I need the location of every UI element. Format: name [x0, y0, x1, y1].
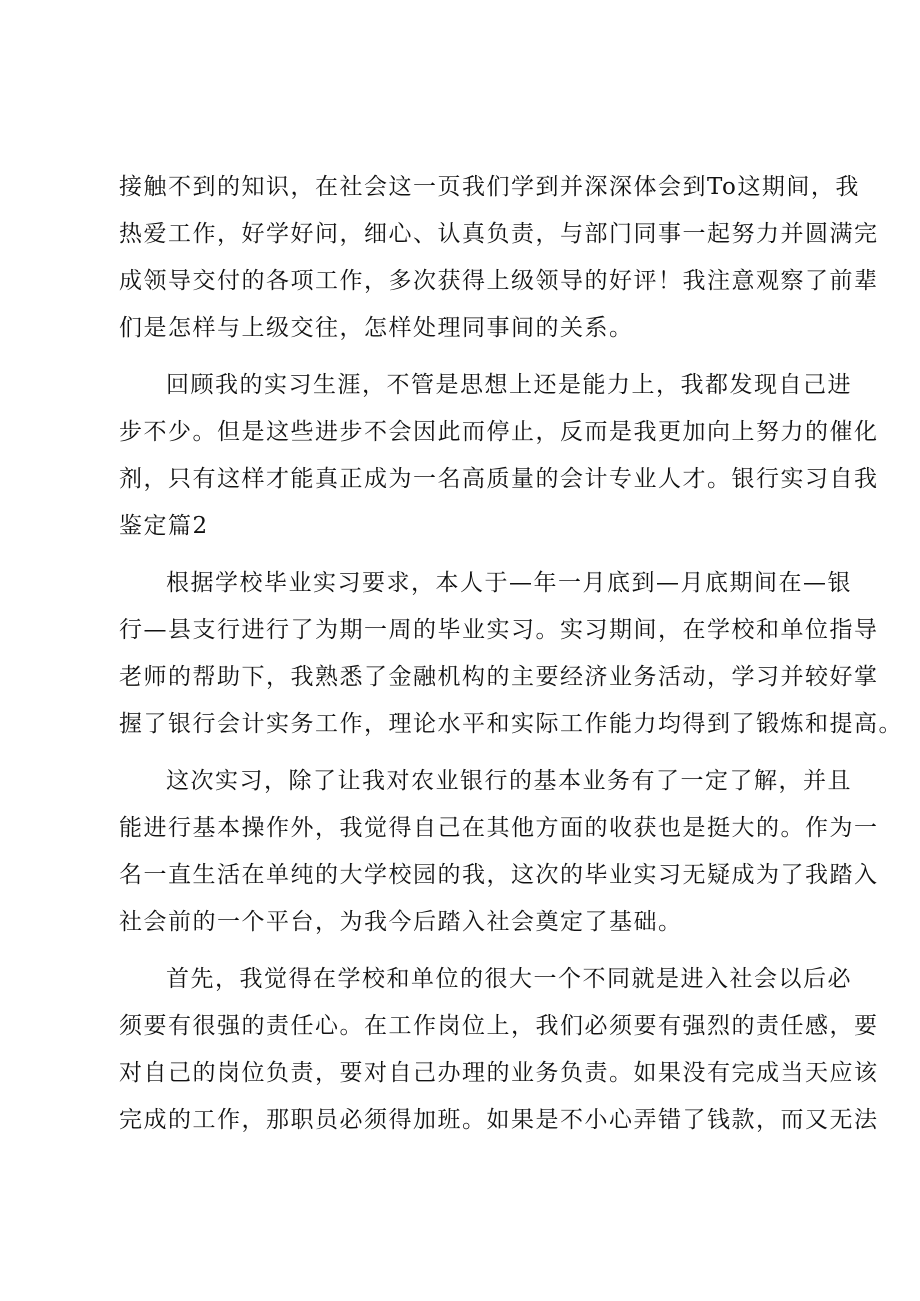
paragraph-line: 这次实习，除了让我对农业银行的基本业务有了一定了解，并且	[166, 768, 852, 794]
paragraph-2	[119, 362, 879, 550]
paragraph-line: 根据学校毕业实习要求，本人于—年一月底到—月底期间在—银	[166, 570, 852, 596]
paragraph-line: 鉴定篇2	[119, 513, 209, 539]
document-body	[119, 164, 903, 1144]
paragraph-line: 们是怎样与上级交往，怎样处理同事间的关系。	[119, 315, 634, 341]
paragraph-3	[119, 560, 903, 748]
paragraph-line: 握了银行会计实务工作，理论水平和实际工作能力均得到了锻炼和提高。	[119, 711, 903, 737]
paragraph-line: 完成的工作，那职员必须得加班。如果是不小心弄错了钱款，而又无法	[119, 1107, 879, 1133]
paragraph-line: 对自己的岗位负责，要对自己办理的业务负责。如果没有完成当天应该	[119, 1060, 879, 1086]
paragraph-line: 首先，我觉得在学校和单位的很大一个不同就是进入社会以后必	[166, 966, 852, 992]
paragraph-line: 成领导交付的各项工作，多次获得上级领导的好评！我注意观察了前辈	[119, 268, 879, 294]
paragraph-line: 接触不到的知识，在社会这一页我们学到并深深体会到To这期间，我	[119, 174, 860, 200]
paragraph-1	[119, 164, 879, 352]
paragraph-5	[119, 956, 879, 1144]
paragraph-line: 热爱工作，好学好问，细心、认真负责，与部门同事一起努力并圆满完	[119, 221, 879, 247]
paragraph-line: 回顾我的实习生涯，不管是思想上还是能力上，我都发现自己进	[166, 372, 852, 398]
paragraph-line: 老师的帮助下，我熟悉了金融机构的主要经济业务活动，学习并较好掌	[119, 664, 879, 690]
paragraph-line: 须要有很强的责任心。在工作岗位上，我们必须要有强烈的责任感，要	[119, 1013, 879, 1039]
paragraph-line: 剂，只有这样才能真正成为一名高质量的会计专业人才。银行实习自我	[119, 466, 879, 492]
paragraph-line: 社会前的一个平台，为我今后踏入社会奠定了基础。	[119, 909, 683, 935]
paragraph-line: 名一直生活在单纯的大学校园的我，这次的毕业实习无疑成为了我踏入	[119, 862, 879, 888]
paragraph-4	[119, 758, 879, 946]
paragraph-line: 行—县支行进行了为期一周的毕业实习。实习期间，在学校和单位指导	[119, 617, 879, 643]
paragraph-line: 能进行基本操作外，我觉得自己在其他方面的收获也是挺大的。作为一	[119, 815, 879, 841]
paragraph-line: 步不少。但是这些进步不会因此而停止，反而是我更加向上努力的催化	[119, 419, 879, 445]
